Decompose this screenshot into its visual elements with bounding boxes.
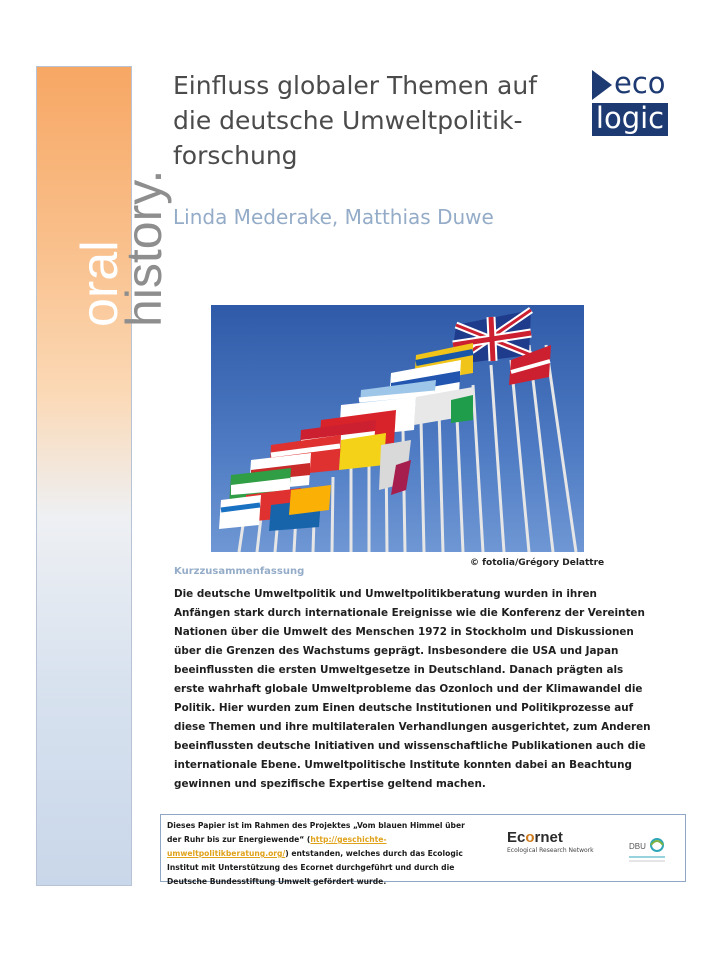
dbu-logo-icon <box>625 827 669 871</box>
abstract-text: Die deutsche Umweltpolitik und Umweltpolitikberatung wurden in ihren Anfängen stark durch internationale Ereignisse wie die Konferenz der Vereinten Nationen über die Umwelt des Menschen 1972 in Stockholm und Diskussionen über die Grenzen des Wachstums geprägt. Insbesondere die USA und Japan beeinflussten die ersten Umweltgesetze in Deutschland. Danach prägten als erste wahrhaft globale Umweltprobleme das Ozonloch und der Klimawandel die Politik. Hier wurden zum Einen deutsche Institutionen und Politikprozesse auf diese Themen und ihre multilateralen Verhandlungen ausgerichtet, zum Anderen beeinflussten deutsche Initiativen und wissenschaftliche Publikationen auch die internationale Ebene. Umweltpolitische Institute konnten dabei an Beachtung gewinnen und spezifische Expertise geltend machen. <box>174 588 651 790</box>
photo-credit: © fotolia/Grégory Delattre <box>470 558 605 568</box>
ecornet-o: o <box>525 829 535 846</box>
ecornet-name <box>507 829 594 846</box>
ecornet-pre: Ec <box>507 829 526 846</box>
page-title: Einfluss globaler Themen auf die deutsche Umweltpolitik-forschung <box>173 71 538 170</box>
ecologic-logo <box>592 66 668 138</box>
footer-text-before: Dieses Papier ist im Rahmen des Projektes „Vom blauen Himmel über der Ruhr bis zur Energiewende“ ( <box>167 821 465 844</box>
authors: Linda Mederake, Matthias Duwe <box>173 205 494 229</box>
oral-history-wordmark <box>71 87 172 327</box>
flags-image <box>211 305 584 552</box>
wordmark-history: history. <box>116 169 172 327</box>
oral-history-sidebar <box>36 66 172 886</box>
logo-eco: eco <box>614 66 666 100</box>
project-link[interactable]: http://geschichte-umweltpolitikberatung.org/ <box>167 835 387 858</box>
flags-photo <box>211 305 584 552</box>
ecornet-logo <box>507 829 594 854</box>
dbu-label: DBU <box>629 842 646 851</box>
footer-box <box>160 814 686 886</box>
footer-text <box>167 819 479 889</box>
ecornet-subtitle: Ecological Research Network <box>507 847 594 854</box>
wordmark-oral: oral <box>71 240 129 327</box>
abstract-heading: Kurzzusammenfassung <box>174 566 305 577</box>
footer-text-after: ) entstanden, welches durch das Ecologic Institut mit Unterstützung des Ecornet durchgeführt und durch die Deutsche Bundesstiftung Umwelt gefördert wurde. <box>167 849 463 886</box>
logo-triangle-icon <box>592 70 612 100</box>
ecornet-post: rnet <box>534 829 563 846</box>
logo-logic: logic <box>592 103 668 136</box>
